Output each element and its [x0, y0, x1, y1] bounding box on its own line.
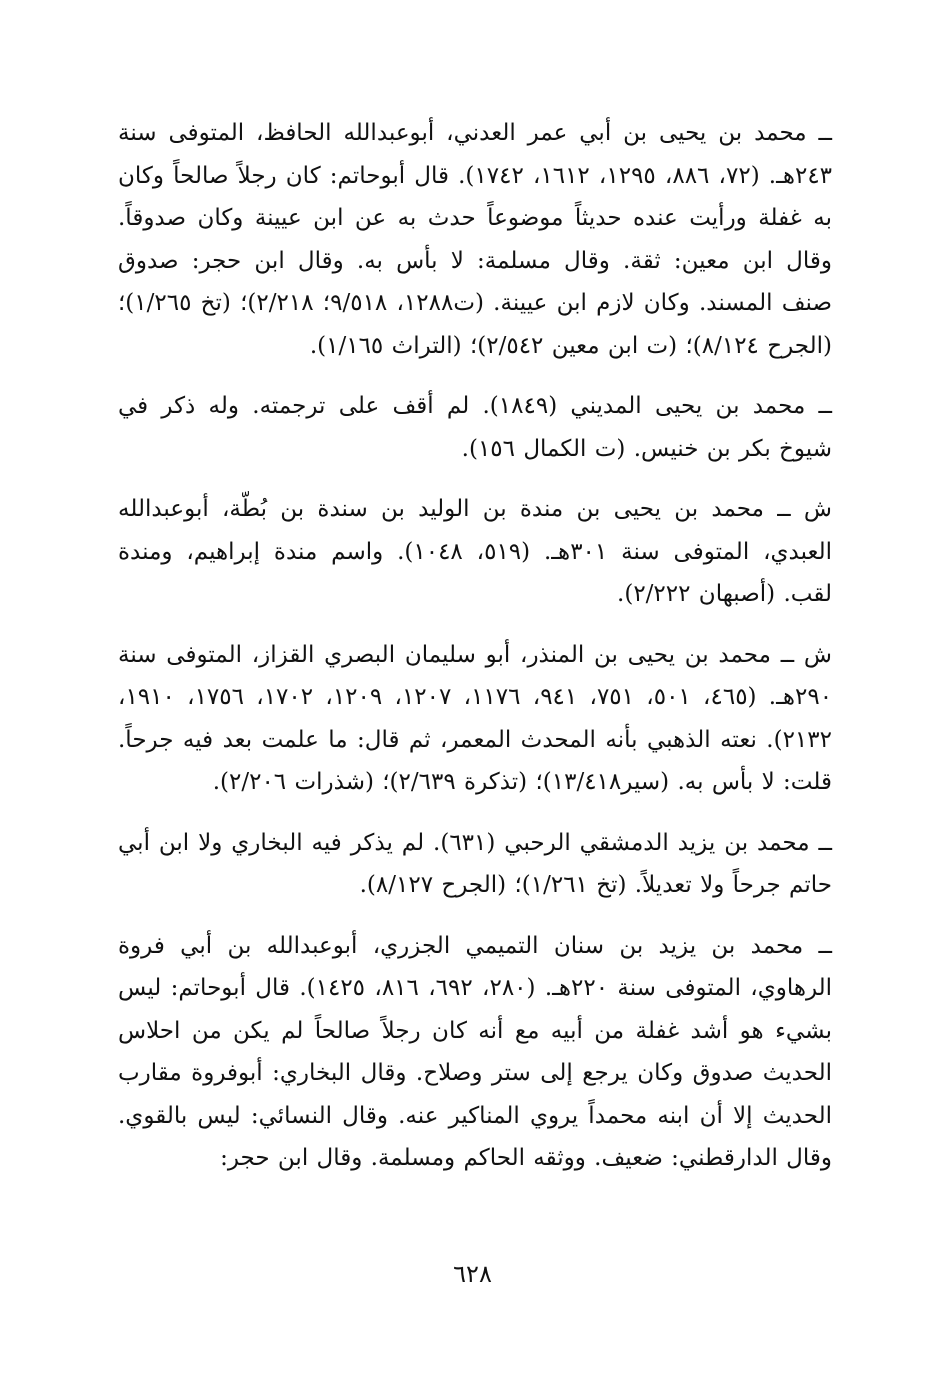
entry-muhammad-ibn-yahya-ibn-mandah: ش ــ محمد بن يحيى بن مندة بن الوليد بن سندة بن بُطّة، أبوعبدالله العبدي، المتوفى سنة ٣٠١هـ. (٥١٩، ١٠٤٨). واسم مندة إبراهيم، ومندة لقب. (أصبهان ٢/٢٢٢). — [118, 496, 833, 607]
page-number: ٦٢٨ — [453, 1260, 492, 1288]
entry-muhammad-ibn-yahya-al-madini: ــ محمد بن يحيى المديني (١٨٤٩). لم أقف على ترجمته. وله ذكر في شيوخ بكر بن خنيس. (ت الكمال ١٥٦). — [118, 393, 832, 462]
entry-muhammad-ibn-yahya-al-adani: ــ محمد بن يحيى بن أبي عمر العدني، أبوعبدالله الحافظ، المتوفى سنة ٢٤٣هـ. (٧٢، ٨٨٦، ١٢٩٥، ١٦١٢، ١٧٤٢). قال أبوحاتم: كان رجلاً صالحاً وكان به غفلة ورأيت عنده حديثاً موضوعاً حدث به عن ابن عيينة وكان صدوقاً. وقال ابن معين: ثقة. وقال مسلمة: لا بأس به. وقال ابن حجر: صدوق صنف المسند. وكان لازم ابن عيينة. (ت١٢٨٨، ٩/٥١٨؛ ٢/٢١٨)؛ (تخ ١/٢٦٥)؛ (الجرح ٨/١٢٤)؛ (ت ابن معين ٢/٥٤٢)؛ (التراث ١/١٦٥). — [118, 120, 833, 359]
entry-muhammad-ibn-yahya-ibn-al-mundhir: ش ــ محمد بن يحيى بن المنذر، أبو سليمان البصري القزاز، المتوفى سنة ٢٩٠هـ. (٤٦٥، ٥٠١، ٧٥١، ٩٤١، ١١٧٦، ١٢٠٧، ١٢٠٩، ١٧٠٢، ١٧٥٦، ١٩١٠، ٢١٣٢). نعته الذهبي بأنه المحدث المعمر، ثم قال: ما علمت بعد فيه جرحاً. قلت: لا بأس به. (سير١٣/٤١٨)؛ (تذكرة ٢/٦٣٩)؛ (شذرات ٢/٢٠٦). — [118, 641, 833, 795]
entries-column — [118, 112, 832, 1198]
entry-muhammad-ibn-yazid-al-dimashqi: ــ محمد بن يزيد الدمشقي الرحبي (٦٣١). لم يذكر فيه البخاري ولا ابن أبي حاتم جرحاً ولا تعديلاً. (تخ ١/٢٦١)؛ (الجرح ٨/١٢٧). — [118, 829, 832, 898]
entry-muhammad-ibn-yazid-ibn-sinan: ــ محمد بن يزيد بن سنان التميمي الجزري، أبوعبدالله بن أبي فروة الرهاوي، المتوفى سنة ٢٢٠هـ. (٢٨٠، ٦٩٢، ٨١٦، ١٤٢٥). قال أبوحاتم: ليس بشيء هو أشد غفلة من أبيه مع أنه كان رجلاً صالحاً لم يكن من احلاس الحديث صدوق وكان يرجع إلى ستر وصلاح. وقال البخاري: أبوفروة مقارب الحديث إلا أن ابنه محمداً يروي المناكير عنه. وقال النسائي: ليس بالقوي. وقال الدارقطني: ضعيف. ووثقه الحاكم ومسلمة. وقال ابن حجر: — [118, 932, 833, 1171]
